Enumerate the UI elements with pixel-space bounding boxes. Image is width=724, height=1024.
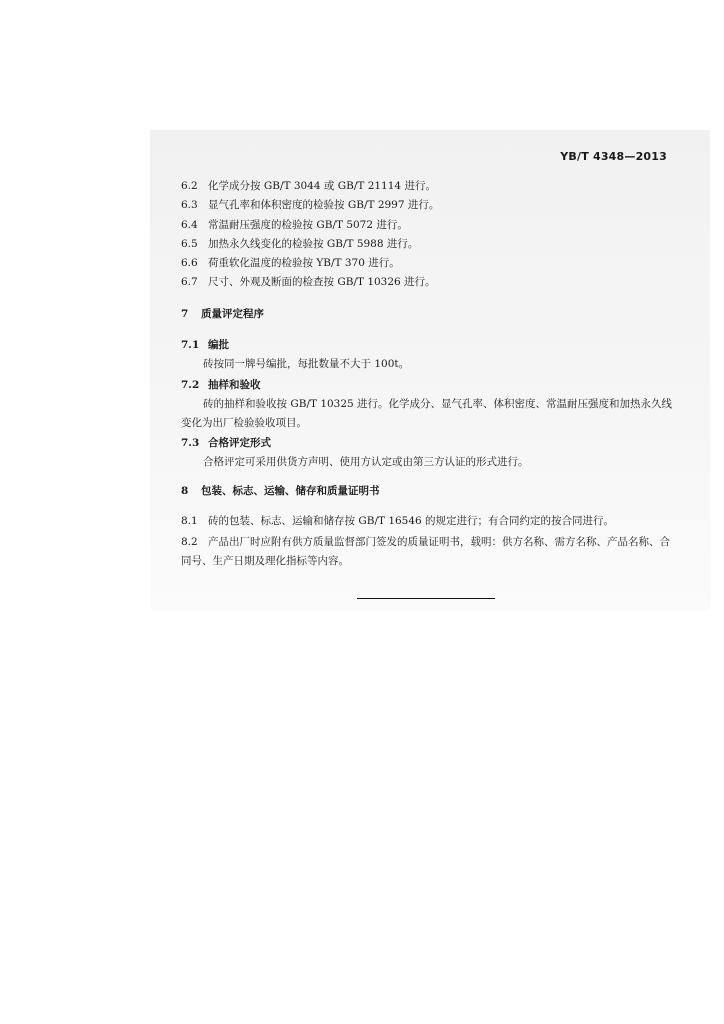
- clause-number: 6.2: [181, 180, 198, 192]
- clause-number: 8.1: [181, 514, 198, 527]
- clause-number: 7.3: [181, 436, 200, 449]
- clause-text: 尺寸、外观及断面的检查按 GB/T 10326 进行。: [208, 276, 436, 289]
- clause-7-2-heading: [181, 376, 671, 395]
- section-8-heading: [181, 482, 671, 501]
- clause-7-2-text-line-1: 砖的抽样和验收按 GB/T 10325 进行。化学成分、显气孔率、体积密度、常温耐压强度和加热永久线: [203, 397, 673, 410]
- section-number: 8: [181, 484, 189, 497]
- clause-text: 显气孔率和体积密度的检验按 GB/T 2997 进行。: [208, 199, 440, 212]
- end-of-standard-rule: [357, 598, 495, 599]
- clause-6-3: [181, 196, 671, 215]
- clause-number: 6.3: [181, 199, 198, 212]
- clause-6-2: [181, 177, 671, 196]
- document-body: [181, 177, 671, 571]
- clause-number: 8.2: [181, 536, 198, 549]
- clause-text: 加热永久线变化的检验按 GB/T 5988 进行。: [208, 237, 419, 250]
- clause-text: 产品出厂时应附有供方质量监督部门签发的质量证明书，载明：供方名称、需方名称、产品名称、合: [208, 536, 670, 549]
- clause-number: 6.7: [181, 276, 198, 289]
- clause-text: 荷重软化温度的检验按 YB/T 370 进行。: [208, 257, 400, 270]
- clause-6-7: [181, 273, 671, 292]
- clause-number: 6.4: [181, 218, 198, 231]
- clause-title: 合格评定形式: [208, 436, 271, 449]
- clause-number: 7.2: [181, 378, 200, 391]
- section-number: 7: [181, 307, 189, 320]
- clause-title: 抽样和验收: [208, 378, 261, 391]
- clause-number: 6.5: [181, 237, 198, 250]
- clause-number: 6.6: [181, 257, 198, 270]
- clause-8-2-line-2: 同号、生产日期及理化指标等内容。: [181, 555, 349, 568]
- clause-7-3-heading: [181, 434, 671, 453]
- clause-7-1-text: 砖按同一牌号编批，每批数量不大于 100t。: [203, 357, 410, 370]
- clause-8-2-line-1: [181, 533, 671, 552]
- clause-7-2-text-line-2: 变化为出厂检验验收项目。: [181, 416, 307, 429]
- clause-6-5: [181, 235, 671, 254]
- clause-text: 常温耐压强度的检验按 GB/T 5072 进行。: [208, 218, 408, 231]
- clause-number: 7.1: [181, 338, 200, 351]
- section-title: 质量评定程序: [201, 307, 264, 320]
- clause-text: 化学成分按 GB/T 3044 或 GB/T 21114 进行。: [208, 180, 436, 192]
- clause-8-1: [181, 512, 671, 531]
- clause-6-6: [181, 254, 671, 273]
- standard-code: YB/T 4348—2013: [560, 150, 667, 163]
- clause-6-4: [181, 216, 671, 235]
- clause-7-1-heading: [181, 336, 671, 355]
- section-title: 包装、标志、运输、储存和质量证明书: [201, 484, 380, 497]
- section-7-heading: [181, 305, 671, 324]
- clause-7-3-text: 合格评定可采用供货方声明、使用方认定或由第三方认证的形式进行。: [203, 455, 529, 468]
- clause-title: 编批: [208, 338, 229, 351]
- clause-text: 砖的包装、标志、运输和储存按 GB/T 16546 的规定进行；有合同约定的按合同进行。: [208, 514, 615, 527]
